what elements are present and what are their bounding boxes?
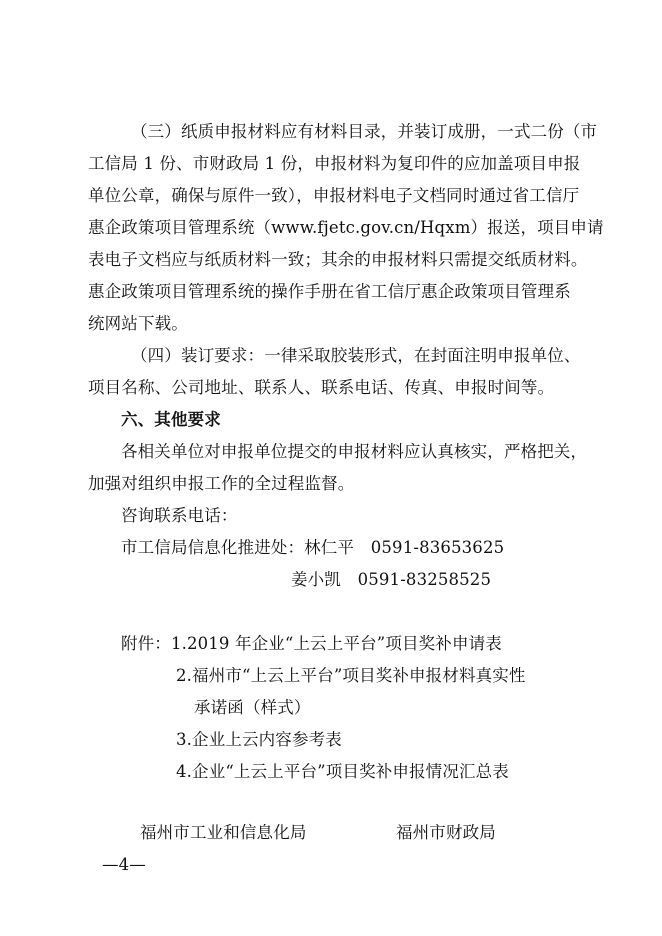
signature-right: 福州市财政局: [396, 823, 496, 842]
contact-label: 咨询联系电话：: [121, 506, 238, 525]
section3-line-7: 统网站下载。: [88, 314, 188, 333]
section3-line-5: 表电子文档应与纸质材料一致；其余的申报材料只需提交纸质材料。: [88, 250, 588, 269]
attachment-item-1: 附件：1.2019 年企业“上云上平台”项目奖补申请表: [121, 634, 502, 653]
signature-left: 福州市工业和信息化局: [140, 823, 307, 842]
page-number: —4—: [102, 855, 146, 874]
section6-line-1: 各相关单位对申报单位提交的申报材料应认真核实，严格把关，: [121, 442, 588, 461]
contact-line-1: 市工信局信息化推进处：林仁平 0591-83653625: [121, 538, 505, 557]
section3-line-6: 惠企政策项目管理系统的操作手册在省工信厅惠企政策项目管理系: [88, 282, 571, 301]
attachment-item-4: 4.企业“上云上平台”项目奖补申报情况汇总表: [176, 762, 509, 781]
section6-line-2: 加强对组织申报工作的全过程监督。: [88, 474, 355, 493]
section3-line-1: （三）纸质申报材料应有材料目录，并装订成册，一式二份（市: [131, 122, 598, 141]
section3-line-4: 惠企政策项目管理系统（www.fjetc.gov.cn/Hqxm）报送，项目申请: [88, 218, 604, 237]
attachment-item-3: 3.企业上云内容参考表: [176, 730, 342, 749]
attachment-item-2-cont: 承诺函（样式）: [194, 698, 311, 717]
section4-line-2: 项目名称、公司地址、联系人、联系电话、传真、申报时间等。: [88, 378, 555, 397]
section6-heading: 六、其他要求: [121, 410, 221, 429]
section3-line-3: 单位公章，确保与原件一致），申报材料电子文档同时通过省工信厅: [88, 186, 580, 205]
contact-line-2: 姜小凯 0591-83258525: [291, 570, 492, 589]
section4-line-1: （四）装订要求：一律采取胶装形式，在封面注明申报单位、: [131, 346, 581, 365]
section3-line-2: 工信局 1 份、市财政局 1 份，申报材料为复印件的应加盖项目申报: [88, 154, 581, 173]
attachment-item-2: 2.福州市“上云上平台”项目奖补申报材料真实性: [176, 666, 526, 685]
